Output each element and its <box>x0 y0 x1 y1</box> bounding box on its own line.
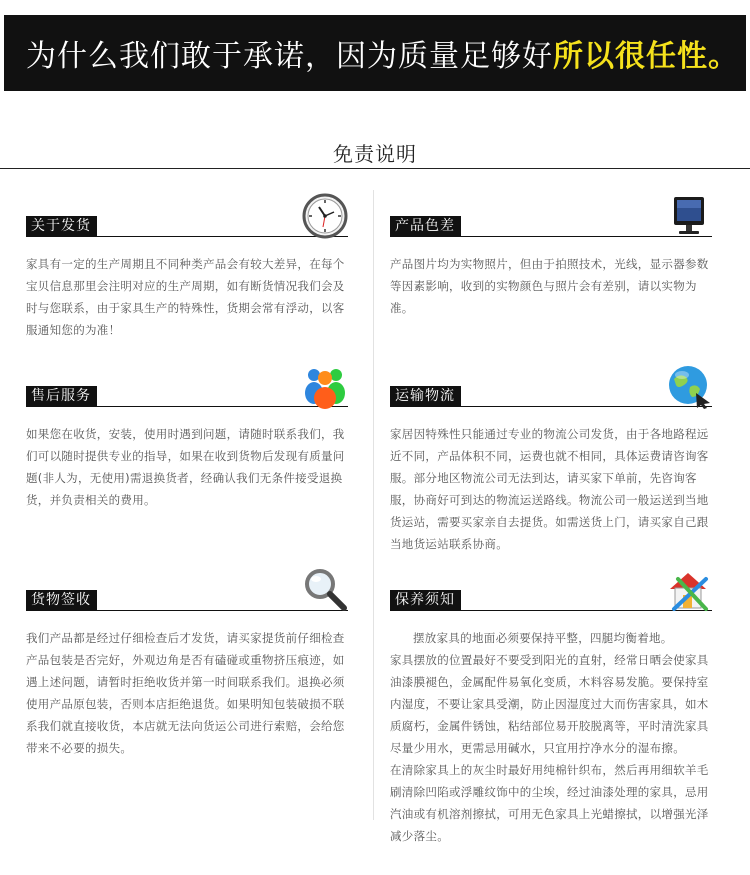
column-divider <box>373 190 374 820</box>
section-paragraph: 如果您在收货，安装，使用时遇到问题，请随时联系我们，我们可以随时提供专业的指导，如果在收到货物后发现有质量问题(非人为，无使用)需退换货者，经确认我们无条件接受退换货，并负责相关的费用。 <box>26 427 345 507</box>
section-paragraph: 家具有一定的生产周期且不同种类产品会有较大差异，在每个宝贝信息那里会注明对应的生产周期，如有断货情况我们会及时与您联系，由于家具生产的特殊性，货期会常有浮动，以客服通知您的为准！ <box>26 257 345 337</box>
section-body <box>390 627 712 847</box>
section-paragraph: 我们产品都是经过仔细检查后才发货，请买家提货前仔细检查产品包装是否完好，外观边角是否有磕碰或重物挤压痕迹，如遇上述问题，请暂时拒绝收货并第一时间联系我们。退换必须使用产品原包装，否则本店拒绝退货。如果明知包装破损不联系我们就直接收货，本店就无法向货运公司进行索赔，会给您带来不必要的损失。 <box>26 631 345 755</box>
section-shipping <box>26 196 348 341</box>
section-header <box>390 570 712 615</box>
section-paragraph: 摆放家具的地面必须要保持平整，四腿均衡着地。 <box>413 631 673 645</box>
section-header <box>390 196 712 241</box>
section-body <box>390 253 712 319</box>
section-receipt <box>26 570 348 759</box>
globe-icon <box>666 363 712 409</box>
top-banner <box>4 15 746 91</box>
section-color-difference <box>390 196 712 319</box>
section-body <box>390 423 712 555</box>
banner-main-text: 为什么我们敢于承诺，因为质量足够好 <box>26 39 553 74</box>
section-heading: 保养须知 <box>390 590 461 611</box>
section-header <box>26 570 348 615</box>
section-heading: 售后服务 <box>26 386 97 407</box>
banner-highlight-text: 所以很任性。 <box>553 39 739 74</box>
section-heading: 货物签收 <box>26 590 97 611</box>
magnifier-icon <box>302 567 348 613</box>
section-heading: 运输物流 <box>390 386 461 407</box>
section-header <box>26 366 348 411</box>
section-after-sales <box>26 366 348 511</box>
section-paragraph: 在清除家具上的灰尘时最好用纯棉针织布，然后再用细软羊毛刷清除凹陷或浮雕纹饰中的尘埃，经过油漆处理的家具，忌用汽油或有机溶剂擦拭，可用无色家具上光蜡擦拭，以增强光泽减少落尘。 <box>390 763 709 843</box>
section-logistics <box>390 366 712 555</box>
monitor-icon <box>666 193 712 239</box>
section-paragraph: 产品图片均为实物照片，但由于拍照技术，光线，显示器参数等因素影响，收到的实物颜色与照片会有差别，请以实物为准。 <box>390 257 709 315</box>
page-title: 免责说明 <box>333 142 417 166</box>
people-icon <box>302 363 348 409</box>
section-header <box>26 196 348 241</box>
section-paragraph: 家居因特殊性只能通过专业的物流公司发货，由于各地路程远近不同，产品体积不同，运费也就不相同，具体运费请咨询客服。部分地区物流公司无法到达，请买家下单前，先咨询客服，协商好可到达的物流运送路线。物流公司一般运送到当地货运站，需要买家亲自去提货。如需送货上门，请买家自己跟当地货运站联系协商。 <box>390 427 709 551</box>
section-heading: 产品色差 <box>390 216 461 237</box>
section-body <box>26 253 348 341</box>
section-paragraph: 家具摆放的位置最好不要受到阳光的直射，经常日晒会使家具油漆膜褪色，金属配件易氧化变质，木料容易发脆。要保持室内湿度，不要让家具受潮，防止因湿度过大而伤害家具，如木质腐朽，金属件锈蚀，粘结部位易开胶脱离等，平时清洗家具尽量少用水，更需忌用碱水，只宜用拧净水分的湿布擦。 <box>390 653 709 755</box>
clock-icon <box>302 193 348 239</box>
title-divider <box>0 168 750 169</box>
section-heading: 关于发货 <box>26 216 97 237</box>
section-body <box>26 423 348 511</box>
section-header <box>390 366 712 411</box>
section-body <box>26 627 348 759</box>
house-tools-icon <box>666 567 712 613</box>
section-maintenance <box>390 570 712 847</box>
